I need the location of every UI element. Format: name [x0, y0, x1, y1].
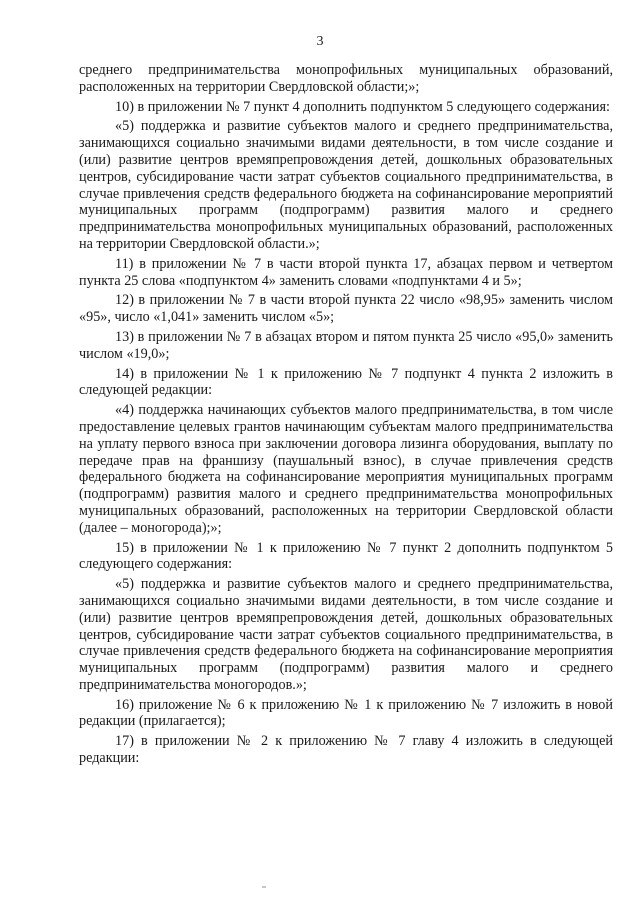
paragraph-quote-5-second: «5) поддержка и развитие субъектов малого и среднего предпринимательства, занимающихся социально значимыми видами деятельности, в том числе создание и (или) развитие центров времяпрепровождения детей, дошкольных образовательных центров, субсидирование части затрат субъектов социального предпринимательства, в случае привлечения средств федерального бюджета на софинансирование мероприятия муниципальных программ (подпрограмм) развития малого и среднего предпринимательства моногородов.»;	[79, 576, 613, 693]
paragraph-item-11: 11) в приложении № 7 в части второй пункта 17, абзацах первом и четвертом пункта 25 слова «подпунктом 4» заменить словами «подпунктами 4 и 5»;	[79, 255, 613, 289]
paragraph-item-17: 17) в приложении № 2 к приложению № 7 главу 4 изложить в следующей редакции:	[79, 733, 613, 767]
paragraph-quote-5: «5) поддержка и развитие субъектов малого и среднего предпринимательства, занимающихся социально значимыми видами деятельности, в том числе создание и (или) развитие центров времяпрепровождения детей, дошкольных образовательных центров, субсидирование части затрат субъектов социального предпринимательства, в случае привлечения средств федерального бюджета на софинансирование мероприятий муниципальных программ (подпрограмм) развития малого и среднего предпринимательства монопрофильных муниципальных образований, расположенных на территории Свердловской области.»;	[79, 118, 613, 252]
paragraph-item-13: 13) в приложении № 7 в абзацах втором и пятом пункта 25 число «95,0» заменить числом «19,0»;	[79, 328, 613, 362]
paragraph-quote-4: «4) поддержка начинающих субъектов малого предпринимательства, в том числе предоставление целевых грантов начинающим субъектам малого предпринимательства на уплату первого взноса при заключении договора лизинга оборудования, выплату по передаче прав на франшизу (паушальный взнос), в случае привлечения средств федерального бюджета на софинансирование мероприятия муниципальных программ (подпрограмм) развития малого и среднего предпринимательства монопрофильных муниципальных образований, расположенных на территории Свердловской области (далее – моногорода);»;	[79, 402, 613, 536]
paragraph-continuation: среднего предпринимательства монопрофильных муниципальных образований, расположенных на территории Свердловской области;»;	[79, 62, 613, 95]
page-number: 3	[316, 34, 324, 49]
paragraph-item-14: 14) в приложении № 1 к приложению № 7 подпункт 4 пункта 2 изложить в следующей редакции:	[79, 365, 613, 399]
paragraph-item-15: 15) в приложении № 1 к приложению № 7 пункт 2 дополнить подпунктом 5 следующего содержания:	[79, 539, 613, 573]
document-body	[79, 62, 613, 770]
paragraph-item-16: 16) приложение № 6 к приложению № 1 к приложению № 7 изложить в новой редакции (прилагается);	[79, 696, 613, 730]
paragraph-item-10: 10) в приложении № 7 пункт 4 дополнить подпунктом 5 следующего содержания:	[115, 98, 610, 115]
scan-speck	[262, 886, 266, 888]
paragraph-item-12: 12) в приложении № 7 в части второй пункта 22 число «98,95» заменить числом «95», число «1,041» заменить числом «5»;	[79, 292, 613, 326]
